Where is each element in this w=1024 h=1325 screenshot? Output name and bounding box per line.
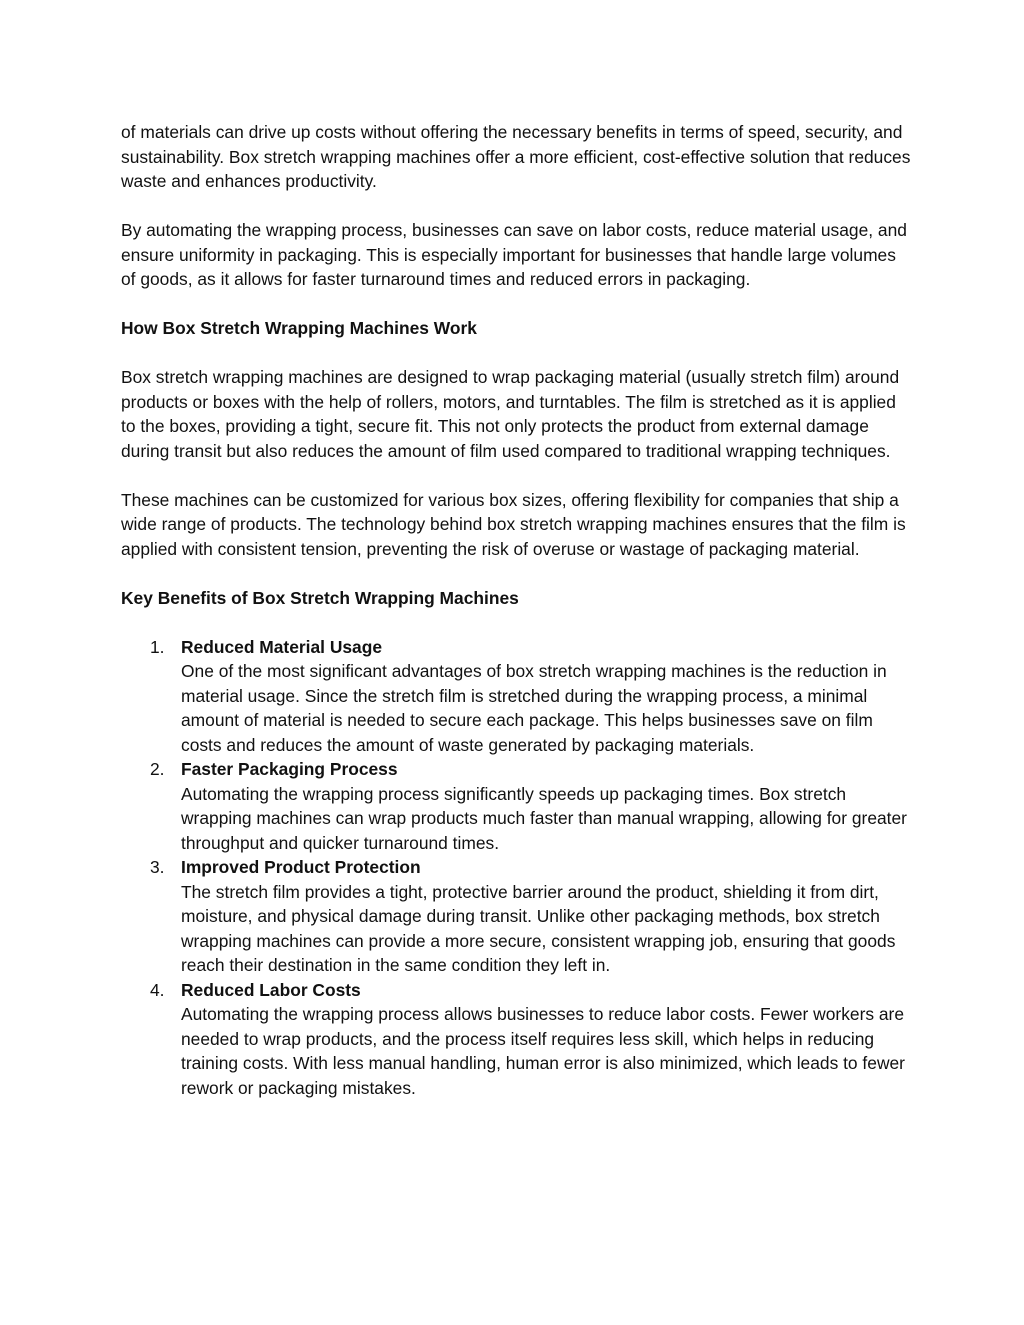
heading-key-benefits: Key Benefits of Box Stretch Wrapping Machines [121,587,519,608]
benefit-title: Faster Packaging Process [181,759,398,779]
benefit-body: The stretch film provides a tight, protective barrier around the product, shielding it from dirt, moisture, and physical damage during transit. Unlike other packaging methods, box stretch wrapping machines can provide a more secure, consistent wrapping job, ensuring that goods reach their destination in the same condition they left in. [181,881,896,975]
list-number: 1. [150,636,165,657]
benefit-item-protection [121,855,911,978]
paragraph-how-designed: Box stretch wrapping machines are designed to wrap packaging material (usually stretch film) around products or boxes with the help of rollers, motors, and turntables. The film is stretched as it is applied to the boxes, providing a tight, secure fit. This not only protects the product from external damage during transit but also reduces the amount of film used compared to traditional wrapping techniques. [121,367,900,461]
paragraph-automating: By automating the wrapping process, businesses can save on labor costs, reduce material usage, and ensure uniformity in packaging. This is especially important for businesses that handle large volumes of goods, as it allows for faster turnaround times and reduced errors in packaging. [121,220,907,289]
benefit-body: Automating the wrapping process allows businesses to reduce labor costs. Fewer workers are needed to wrap products, and the process itself requires less skill, which helps in reducing training costs. With less manual handling, human error is also minimized, which leads to fewer rework or packaging mistakes. [181,1004,905,1098]
benefit-title: Improved Product Protection [181,857,421,877]
benefit-item-labor [121,978,911,1101]
document-page [121,120,911,1100]
list-number: 4. [150,979,165,1000]
benefit-title: Reduced Material Usage [181,636,383,657]
list-number: 3. [150,857,165,877]
benefit-body: Automating the wrapping process significantly speeds up packaging times. Box stretch wrapping machines can wrap products much faster than manual wrapping, allowing for greater throughput and quicker turnaround times. [181,783,907,853]
heading-how-it-works: How Box Stretch Wrapping Machines Work [121,318,477,338]
benefit-body: One of the most significant advantages of box stretch wrapping machines is the reduction in material usage. Since the stretch film is stretched during the wrapping process, a minimal amount of material is needed to secure each package. This helps businesses save on film costs and reduces the amount of waste generated by packaging materials. [181,661,887,755]
benefit-item-faster [121,757,911,855]
paragraph-materials-costs: of materials can drive up costs without offering the necessary benefits in terms of speed, security, and sustainability. Box stretch wrapping machines offer a more efficient, cost-effective solution that reduces waste and enhances productivity. [121,122,911,191]
benefit-title: Reduced Labor Costs [181,979,361,1000]
list-number: 2. [150,759,165,779]
benefit-item-material [121,635,911,758]
benefits-list [121,635,911,1101]
paragraph-customized: These machines can be customized for various box sizes, offering flexibility for companies that ship a wide range of products. The technology behind box stretch wrapping machines ensures that the film is applied with consistent tension, preventing the risk of overuse or wastage of packaging material. [121,489,906,559]
